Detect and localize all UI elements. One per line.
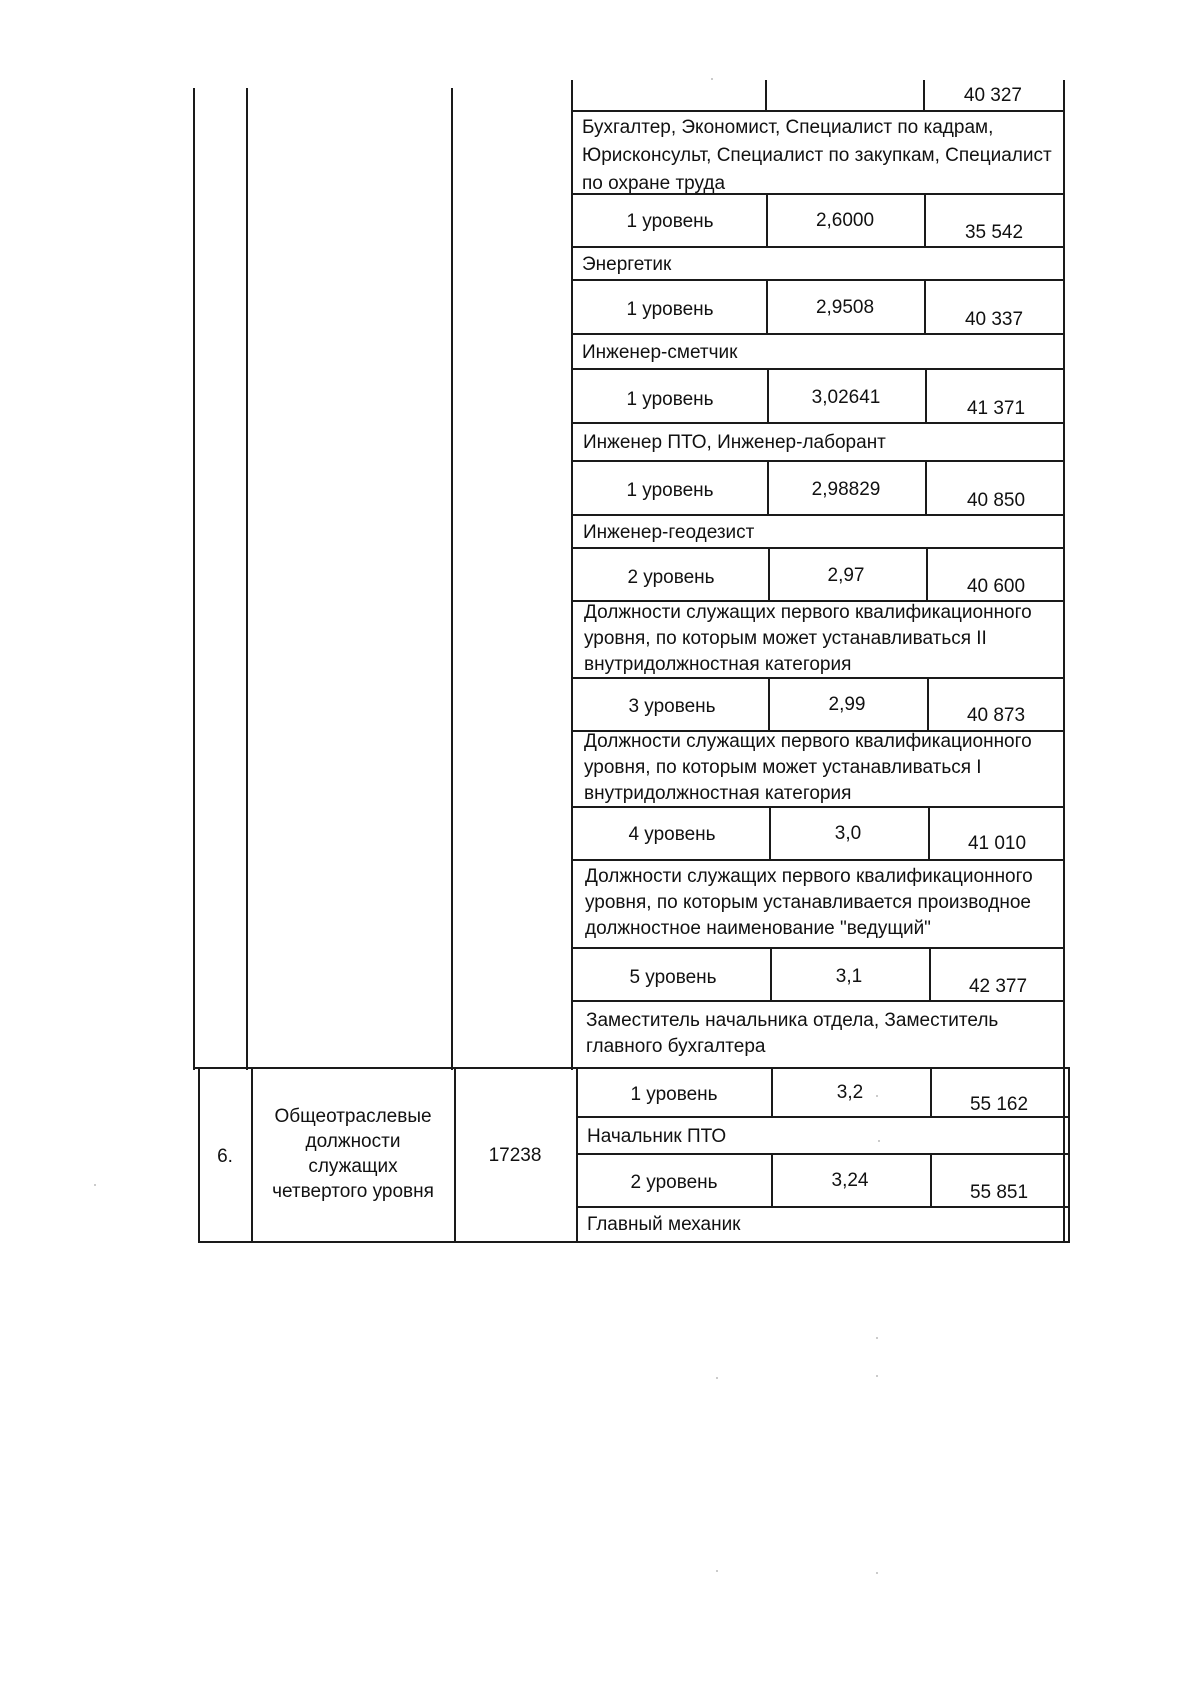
cell-divider xyxy=(767,369,769,422)
table-bottom-line xyxy=(198,1241,1070,1243)
cell-divider xyxy=(767,461,769,514)
coef-cell: 3,2 xyxy=(836,1082,864,1103)
row-line xyxy=(572,279,1064,281)
coef-cell: 3,02641 xyxy=(811,387,881,408)
group-name-line: четвертого уровня xyxy=(272,1181,434,1202)
salary-cell: 55 162 xyxy=(969,1094,1029,1115)
row-line xyxy=(572,460,1064,462)
scan-speck xyxy=(876,1375,878,1377)
cell-divider xyxy=(770,948,772,1000)
row-line xyxy=(572,547,1064,549)
level-cell: 3 уровень xyxy=(628,696,716,717)
level-cell: 1 уровень xyxy=(626,389,714,410)
coef-cell: 2,98829 xyxy=(811,479,881,500)
salary-cell: 40 873 xyxy=(966,705,1026,726)
positions-cell: Должности служащих первого квалификационного уровня, по которым может устанавливаться I внутридолжностная категория xyxy=(584,731,1032,804)
positions-cell: Бухгалтер, Экономист, Специалист по кадрам, Юрисконсульт, Специалист по закупкам, Специалист по охране труда xyxy=(582,117,1052,194)
salary-cell: 35 542 xyxy=(964,222,1024,243)
cell-divider xyxy=(928,807,930,859)
row-line xyxy=(572,947,1064,949)
positions-cell: Инженер ПТО, Инженер-лаборант xyxy=(583,432,886,453)
coef-cell: 3,0 xyxy=(834,823,862,844)
cell-divider xyxy=(924,194,926,246)
salary-cell: 40 327 xyxy=(963,85,1022,106)
salary-cell: 55 851 xyxy=(969,1182,1029,1203)
row-line xyxy=(572,333,1064,335)
salary-cell: 40 337 xyxy=(964,309,1024,330)
scan-speck xyxy=(876,1337,878,1339)
salary-cell: 41 010 xyxy=(967,833,1027,854)
g6-border-right xyxy=(1068,1068,1070,1243)
col-divider-coef xyxy=(923,80,925,112)
positions-cell: Должности служащих первого квалификационного уровня, по которым может устанавливаться II внутридолжностная категория xyxy=(584,602,1032,675)
salary-cell: 40 850 xyxy=(966,490,1026,511)
level-cell: 5 уровень xyxy=(629,967,717,988)
cell-divider xyxy=(930,1068,932,1116)
positions-cell: Заместитель начальника отдела, Заместитель главного бухгалтера xyxy=(586,1010,999,1057)
cell-divider xyxy=(929,948,931,1000)
row-line xyxy=(577,1153,1069,1155)
row-line xyxy=(572,368,1064,370)
scan-speck xyxy=(876,1572,878,1574)
cell-divider xyxy=(768,678,770,730)
group6-top-line xyxy=(194,1067,1070,1069)
base-salary-cell: 17238 xyxy=(488,1145,542,1166)
coef-cell: 3,1 xyxy=(835,966,863,987)
col-divider-2 xyxy=(451,88,453,1070)
level-cell: 1 уровень xyxy=(626,299,714,320)
positions-cell: Энергетик xyxy=(582,254,672,275)
coef-cell: 3,24 xyxy=(831,1170,869,1191)
scan-speck xyxy=(94,1184,96,1186)
cell-divider xyxy=(766,194,768,246)
scan-speck xyxy=(876,1095,878,1097)
cell-divider xyxy=(924,280,926,333)
col-divider-1 xyxy=(246,88,248,1070)
positions-cell: Инженер-сметчик xyxy=(582,342,738,363)
coef-cell: 2,6000 xyxy=(815,210,875,231)
row-line xyxy=(572,422,1064,424)
cell-divider xyxy=(768,548,770,600)
scan-speck xyxy=(711,78,713,80)
salary-cell: 41 371 xyxy=(966,398,1026,419)
row-line xyxy=(572,246,1064,248)
row-line xyxy=(572,514,1064,516)
cell-divider xyxy=(771,1154,773,1206)
level-cell: 4 уровень xyxy=(628,824,716,845)
cell-divider xyxy=(927,678,929,730)
row-line xyxy=(572,1000,1064,1002)
scan-speck xyxy=(716,1570,718,1572)
row-line xyxy=(572,859,1064,861)
salary-cell: 40 600 xyxy=(966,576,1026,597)
positions-cell: Главный механик xyxy=(587,1214,741,1235)
level-cell: 1 уровень xyxy=(626,211,714,232)
coef-cell: 2,9508 xyxy=(815,297,875,318)
g6-divider-3 xyxy=(576,1068,578,1243)
g6-divider-2 xyxy=(454,1068,456,1243)
salary-cell: 42 377 xyxy=(968,976,1028,997)
level-cell: 2 уровень xyxy=(627,567,715,588)
g6-border-left xyxy=(198,1068,200,1243)
positions-cell: Инженер-геодезист xyxy=(583,522,755,543)
cell-divider xyxy=(926,548,928,600)
row-line xyxy=(572,110,1064,112)
level-cell: 1 уровень xyxy=(630,1084,718,1105)
cell-divider xyxy=(930,1154,932,1206)
coef-cell: 2,99 xyxy=(828,694,866,715)
group-name-line: служащих xyxy=(308,1156,398,1177)
group-name xyxy=(252,1104,454,1204)
positions-cell: Начальник ПТО xyxy=(587,1126,727,1147)
table-border-left xyxy=(193,88,195,1070)
col-divider-3 xyxy=(571,80,573,1070)
cell-divider xyxy=(766,280,768,333)
group-number: 6. xyxy=(217,1146,233,1167)
positions-cell: Должности служащих первого квалификационного уровня, по которым устанавливается производное должностное наименование "ведущий" xyxy=(585,866,1033,939)
cell-divider xyxy=(771,1068,773,1116)
cell-divider xyxy=(925,369,927,422)
scan-speck xyxy=(716,1377,718,1379)
row-line xyxy=(577,1206,1069,1208)
level-cell: 2 уровень xyxy=(630,1172,718,1193)
col-divider-level xyxy=(765,80,767,112)
group-name-line: Общеотраслевые xyxy=(274,1106,432,1127)
coef-cell: 2,97 xyxy=(827,565,865,586)
cell-divider xyxy=(925,461,927,514)
cell-divider xyxy=(769,807,771,859)
level-cell: 1 уровень xyxy=(626,480,714,501)
scan-speck xyxy=(878,1140,880,1142)
group-name-line: должности xyxy=(305,1131,401,1152)
